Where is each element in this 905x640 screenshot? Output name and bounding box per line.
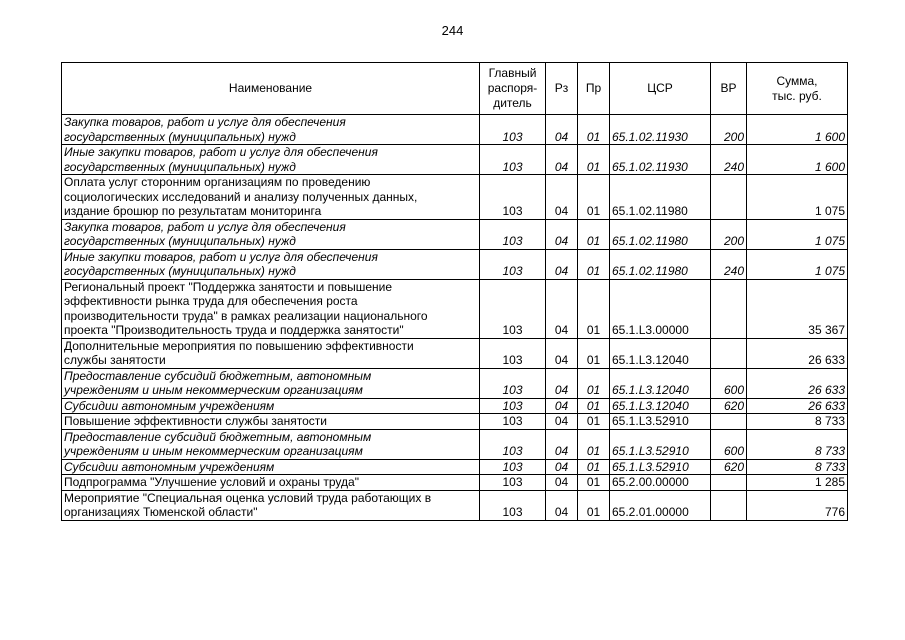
row-section: 04 bbox=[546, 219, 578, 249]
row-subsection: 01 bbox=[578, 175, 610, 220]
row-expense-type: 240 bbox=[711, 145, 747, 175]
row-expense-type: 600 bbox=[711, 429, 747, 459]
row-subsection: 01 bbox=[578, 459, 610, 475]
row-sum: 1 285 bbox=[747, 475, 848, 491]
table-row bbox=[62, 145, 848, 175]
row-name-line: государственных (муниципальных) нужд bbox=[64, 129, 296, 144]
header-subsection: Пр bbox=[578, 63, 610, 115]
table-header-row bbox=[62, 63, 848, 115]
header-main-manager: Главный распоря- дитель bbox=[480, 63, 546, 115]
row-name-line: организациях Тюменской области" bbox=[64, 505, 258, 519]
row-name-line: Дополнительные мероприятия по повышению эффективности bbox=[64, 338, 414, 353]
row-sum: 8 733 bbox=[747, 459, 848, 475]
row-name-line: эффективности рынка труда для обеспечения роста bbox=[64, 294, 358, 308]
header-expense-type: ВР bbox=[711, 63, 747, 115]
row-main-manager: 103 bbox=[480, 219, 546, 249]
table-row bbox=[62, 429, 848, 459]
row-expense-type: 200 bbox=[711, 219, 747, 249]
row-name-line: Предоставление субсидий бюджетным, автономным bbox=[64, 368, 372, 383]
row-main-manager: 103 bbox=[480, 249, 546, 279]
row-target-article: 65.1.02.11980 bbox=[610, 249, 711, 279]
row-main-manager: 103 bbox=[480, 368, 546, 398]
table-row bbox=[62, 115, 848, 145]
row-name bbox=[62, 398, 480, 414]
row-name bbox=[62, 219, 480, 249]
row-sum: 26 633 bbox=[747, 338, 848, 368]
row-expense-type bbox=[711, 475, 747, 491]
row-sum: 1 600 bbox=[747, 145, 848, 175]
table-row bbox=[62, 414, 848, 430]
table-row bbox=[62, 175, 848, 220]
row-name-line: Иные закупки товаров, работ и услуг для обеспечения bbox=[64, 249, 378, 264]
row-name bbox=[62, 490, 480, 520]
row-expense-type: 200 bbox=[711, 115, 747, 145]
row-subsection: 01 bbox=[578, 368, 610, 398]
row-name bbox=[62, 115, 480, 145]
row-expense-type bbox=[711, 414, 747, 430]
row-name bbox=[62, 338, 480, 368]
table-row bbox=[62, 279, 848, 338]
row-main-manager: 103 bbox=[480, 459, 546, 475]
row-name-line: социологических исследований и анализу полученных данных, bbox=[64, 189, 418, 204]
row-sum: 26 633 bbox=[747, 368, 848, 398]
row-subsection: 01 bbox=[578, 279, 610, 338]
row-sum: 1 075 bbox=[747, 175, 848, 220]
table-row bbox=[62, 368, 848, 398]
row-main-manager: 103 bbox=[480, 490, 546, 520]
row-main-manager: 103 bbox=[480, 475, 546, 491]
row-subsection: 01 bbox=[578, 475, 610, 491]
row-sum: 8 733 bbox=[747, 429, 848, 459]
row-target-article: 65.1.L3.52910 bbox=[610, 459, 711, 475]
row-section: 04 bbox=[546, 414, 578, 430]
row-section: 04 bbox=[546, 145, 578, 175]
row-name-line: Субсидии автономным учреждениям bbox=[64, 398, 275, 413]
row-section: 04 bbox=[546, 490, 578, 520]
table-row bbox=[62, 475, 848, 491]
row-section: 04 bbox=[546, 429, 578, 459]
row-expense-type bbox=[711, 279, 747, 338]
row-name-line: производительности труда" в рамках реализации национального bbox=[64, 308, 428, 323]
row-main-manager: 103 bbox=[480, 115, 546, 145]
row-name-line: Закупка товаров, работ и услуг для обеспечения bbox=[64, 115, 346, 129]
row-name-line: Предоставление субсидий бюджетным, автономным bbox=[64, 429, 372, 444]
row-name bbox=[62, 459, 480, 475]
row-subsection: 01 bbox=[578, 490, 610, 520]
row-target-article: 65.1.02.11930 bbox=[610, 115, 711, 145]
row-sum: 26 633 bbox=[747, 398, 848, 414]
budget-table bbox=[61, 62, 848, 521]
row-name-line: проекта "Производительность труда и поддержка занятости" bbox=[64, 323, 404, 337]
row-name bbox=[62, 249, 480, 279]
row-sum: 1 075 bbox=[747, 219, 848, 249]
row-sum: 776 bbox=[747, 490, 848, 520]
row-expense-type: 620 bbox=[711, 398, 747, 414]
table-row bbox=[62, 490, 848, 520]
row-main-manager: 103 bbox=[480, 429, 546, 459]
row-name-line: учреждениям и иным некоммерческим организациям bbox=[64, 444, 363, 458]
row-main-manager: 103 bbox=[480, 175, 546, 220]
table-row bbox=[62, 249, 848, 279]
row-name-line: Закупка товаров, работ и услуг для обеспечения bbox=[64, 219, 346, 234]
row-subsection: 01 bbox=[578, 429, 610, 459]
row-name-line: Мероприятие "Специальная оценка условий труда работающих в bbox=[64, 490, 432, 505]
row-name-line: Иные закупки товаров, работ и услуг для обеспечения bbox=[64, 145, 378, 159]
row-name-line: Субсидии автономным учреждениям bbox=[64, 459, 275, 474]
row-subsection: 01 bbox=[578, 414, 610, 430]
row-subsection: 01 bbox=[578, 338, 610, 368]
row-subsection: 01 bbox=[578, 249, 610, 279]
row-target-article: 65.1.02.11930 bbox=[610, 145, 711, 175]
row-sum: 35 367 bbox=[747, 279, 848, 338]
page-number: 244 bbox=[441, 23, 464, 38]
row-name-line: службы занятости bbox=[64, 353, 166, 367]
table-row bbox=[62, 398, 848, 414]
row-section: 04 bbox=[546, 279, 578, 338]
table-row bbox=[62, 338, 848, 368]
table-row bbox=[62, 459, 848, 475]
row-sum: 1 075 bbox=[747, 249, 848, 279]
row-section: 04 bbox=[546, 368, 578, 398]
row-subsection: 01 bbox=[578, 115, 610, 145]
row-target-article: 65.2.00.00000 bbox=[610, 475, 711, 491]
row-section: 04 bbox=[546, 115, 578, 145]
row-section: 04 bbox=[546, 175, 578, 220]
row-expense-type: 240 bbox=[711, 249, 747, 279]
row-name-line: Повышение эффективности службы занятости bbox=[64, 414, 327, 428]
row-main-manager: 103 bbox=[480, 338, 546, 368]
table-body bbox=[62, 115, 848, 521]
header-target-article: ЦСР bbox=[610, 63, 711, 115]
header-sum: Сумма, тыс. руб. bbox=[747, 63, 848, 115]
row-target-article: 65.2.01.00000 bbox=[610, 490, 711, 520]
row-section: 04 bbox=[546, 459, 578, 475]
row-target-article: 65.1.L3.12040 bbox=[610, 398, 711, 414]
row-target-article: 65.1.02.11980 bbox=[610, 175, 711, 220]
row-main-manager: 103 bbox=[480, 398, 546, 414]
row-main-manager: 103 bbox=[480, 145, 546, 175]
header-name: Наименование bbox=[62, 63, 480, 115]
row-expense-type bbox=[711, 338, 747, 368]
row-subsection: 01 bbox=[578, 398, 610, 414]
header-section: Рз bbox=[546, 63, 578, 115]
table-row bbox=[62, 219, 848, 249]
row-name-line: издание брошюр по результатам мониторинга bbox=[64, 204, 322, 218]
row-name-line: Оплата услуг сторонним организациям по проведению bbox=[64, 175, 371, 189]
row-target-article: 65.1.L3.12040 bbox=[610, 338, 711, 368]
row-name-line: государственных (муниципальных) нужд bbox=[64, 234, 296, 248]
row-main-manager: 103 bbox=[480, 414, 546, 430]
row-target-article: 65.1.L3.52910 bbox=[610, 414, 711, 430]
row-name-line: Подпрограмма "Улучшение условий и охраны труда" bbox=[64, 475, 359, 489]
row-expense-type: 620 bbox=[711, 459, 747, 475]
row-name bbox=[62, 175, 480, 220]
row-target-article: 65.1.L3.12040 bbox=[610, 368, 711, 398]
row-sum: 8 733 bbox=[747, 414, 848, 430]
row-name bbox=[62, 414, 480, 430]
row-section: 04 bbox=[546, 398, 578, 414]
row-name-line: Региональный проект "Поддержка занятости и повышение bbox=[64, 279, 393, 294]
row-name bbox=[62, 368, 480, 398]
row-subsection: 01 bbox=[578, 145, 610, 175]
row-expense-type bbox=[711, 175, 747, 220]
row-name-line: государственных (муниципальных) нужд bbox=[64, 159, 296, 174]
row-expense-type: 600 bbox=[711, 368, 747, 398]
row-name bbox=[62, 429, 480, 459]
row-main-manager: 103 bbox=[480, 279, 546, 338]
row-name bbox=[62, 145, 480, 175]
row-expense-type bbox=[711, 490, 747, 520]
row-section: 04 bbox=[546, 338, 578, 368]
row-section: 04 bbox=[546, 249, 578, 279]
row-sum: 1 600 bbox=[747, 115, 848, 145]
row-target-article: 65.1.02.11980 bbox=[610, 219, 711, 249]
row-name-line: учреждениям и иным некоммерческим организациям bbox=[64, 383, 363, 397]
row-target-article: 65.1.L3.00000 bbox=[610, 279, 711, 338]
row-section: 04 bbox=[546, 475, 578, 491]
row-name bbox=[62, 279, 480, 338]
row-target-article: 65.1.L3.52910 bbox=[610, 429, 711, 459]
row-subsection: 01 bbox=[578, 219, 610, 249]
row-name bbox=[62, 475, 480, 491]
row-name-line: государственных (муниципальных) нужд bbox=[64, 264, 296, 278]
